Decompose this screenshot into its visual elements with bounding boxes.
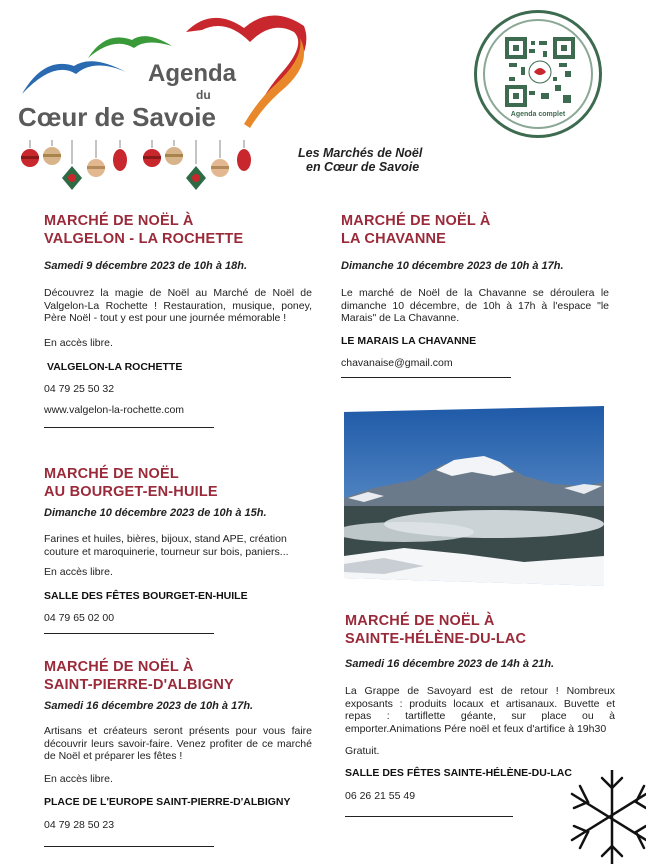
event-date: Samedi 9 décembre 2023 de 10h à 18h. [44,260,248,272]
qr-code-icon [505,37,575,107]
event-location: VALGELON-LA ROCHETTE [47,360,183,373]
ornament-icon [143,140,161,167]
event-divider [44,633,214,634]
ornament-icon [43,140,61,165]
logo-title-coeur: Cœur de Savoie [18,102,216,132]
subtitle-line-1: Les Marchés de Noël [298,146,423,160]
event-title-line-2: SAINT-PIERRE-D'ALBIGNY [44,677,234,693]
subtitle-line-2: en Cœur de Savoie [306,160,420,174]
event-access: En accès libre. [44,772,113,785]
ornament-icon [21,140,39,167]
event-website-link[interactable]: www.valgelon-la-rochette.com [44,403,185,416]
event-title-line-2: LA CHAVANNE [341,231,447,247]
event-access: En accès libre. [44,336,113,349]
ornament-icon [237,140,251,171]
event-card-valgelon [44,212,312,428]
ornament-icon [113,140,127,171]
event-location: SALLE DES FÊTES BOURGET-EN-HUILE [44,590,248,602]
event-description: La Grappe de Savoyard est de retour ! Nombreux exposants : produits locaux et artisanaux. Buvette et repas : tartiflette géante, sur place ou à emporter.Animations Pére noël et feux d'artifice à 19h30 [345,685,615,735]
event-date: Dimanche 10 décembre 2023 de 10h à 15h. [44,507,267,519]
qr-badge[interactable] [474,10,602,138]
event-title-line-1: MARCHÉ DE NOËL À [44,659,194,675]
event-email-link[interactable]: chavanaise@gmail.com [341,356,453,369]
event-title-line-2: SAINTE-HÉLÈNE-DU-LAC [345,631,527,647]
event-title-line-1: MARCHÉ DE NOËL À [44,213,194,229]
snowflake-icon [566,770,646,864]
event-location: PLACE DE L'EUROPE SAINT-PIERRE-D'ALBIGNY [44,795,291,808]
event-phone[interactable]: 06 26 21 55 49 [345,790,416,802]
event-title-line-1: MARCHÉ DE NOËL À [341,213,491,229]
event-location: LE MARAIS LA CHAVANNE [341,334,477,347]
logo-title-du: du [196,88,211,102]
event-date: Samedi 16 décembre 2023 de 10h à 17h. [44,700,254,712]
event-access: Gratuit. [345,745,380,757]
event-location: SALLE DES FÊTES SAINTE-HÉLÈNE-DU-LAC [345,767,572,779]
page-subtitle [298,146,458,174]
event-card-bourget [44,465,312,634]
event-card-saint-pierre [44,658,312,847]
event-access: En accès libre. [44,566,113,578]
event-description: Le marché de Noël de la Chavanne se déroulera le dimanche 10 décembre, de 10h à 17h à l'espace "le Marais" de La Chavanne. [341,287,609,324]
ornament-icon [62,140,82,190]
event-phone[interactable]: 04 79 65 02 00 [44,612,115,624]
event-divider [345,816,513,817]
event-divider [341,377,511,378]
event-title-line-2: VALGELON - LA ROCHETTE [44,231,244,247]
event-description: Découvrez la magie de Noël au Marché de Noël de Valgelon-La Rochette ! Restauration, musique, poney, Père Noël - tout y est pour une journée mémorable ! [44,287,312,324]
event-description: Artisans et créateurs seront présents pour vous faire découvrir leurs savoir-faire. Venez profiter de ce marché de Noël et préparer les fêtes ! [44,725,312,762]
event-divider [44,846,214,847]
event-divider [44,427,214,428]
event-date: Samedi 16 décembre 2023 de 14h à 21h. [345,658,555,670]
event-card-chavanne [341,212,609,378]
qr-caption: Agenda complet [510,111,566,118]
event-description: Farines et huiles, bières, bijoux, stand APE, création couture et maroquinerie, tourneur sur bois, paniers... [44,533,289,558]
event-phone[interactable]: 04 79 25 50 32 [44,382,115,395]
logo-blue-arc [22,61,126,94]
logo-title-agenda: Agenda [148,60,237,87]
ornament-icon [165,140,183,165]
logo-green-arc [88,36,172,58]
ornament-icon [186,140,206,190]
event-title-line-1: MARCHÉ DE NOËL [44,466,179,482]
event-title-line-1: MARCHÉ DE NOËL À [345,613,495,629]
ornament-icon [211,140,229,177]
event-date: Dimanche 10 décembre 2023 de 10h à 17h. [341,260,564,272]
event-title-line-2: AU BOURGET-EN-HUILE [44,484,218,500]
event-phone[interactable]: 04 79 28 50 23 [44,818,115,831]
christmas-ornaments [18,140,258,196]
ornament-icon [87,140,105,177]
mountain-photo [344,406,604,586]
